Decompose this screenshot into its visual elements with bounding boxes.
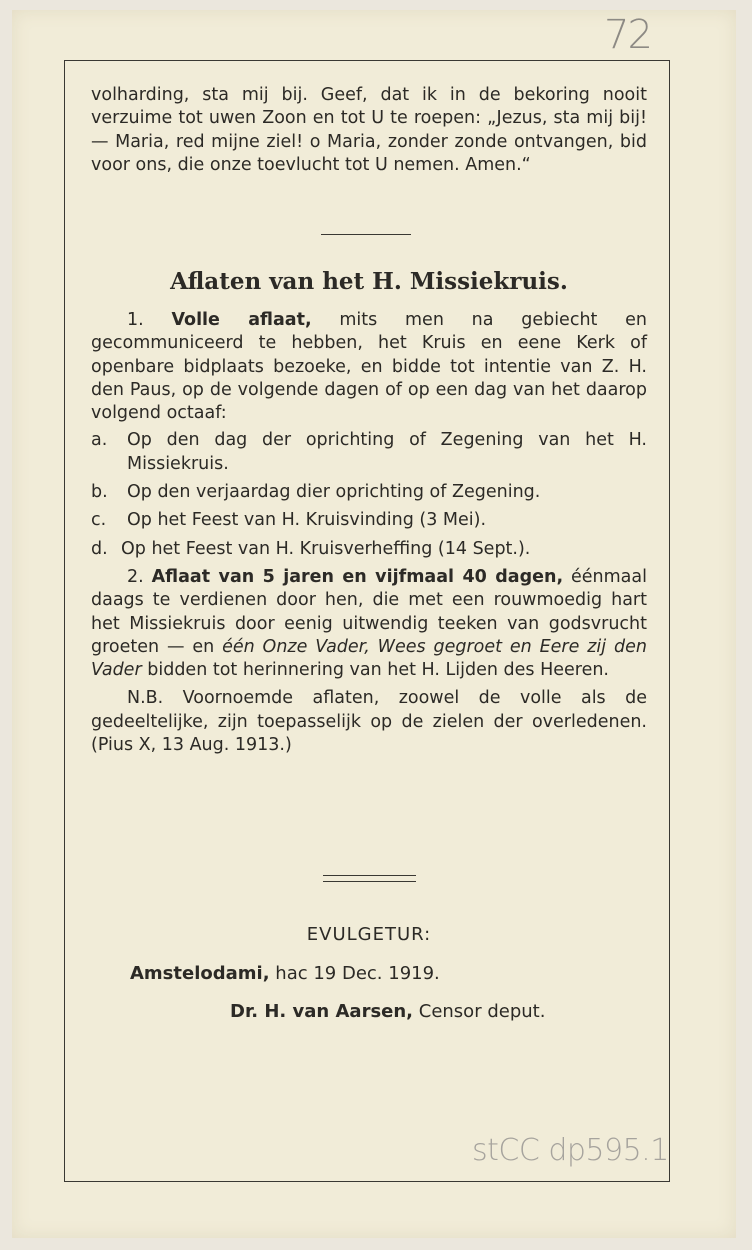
double-divider-bottom xyxy=(323,881,416,882)
censor-role: Censor deput. xyxy=(418,1001,546,1022)
list-item-label: a. xyxy=(91,430,108,451)
list-item-label: d. xyxy=(91,538,108,559)
section-1-paragraph xyxy=(91,309,647,425)
section-2-paragraph xyxy=(91,566,647,682)
section-1-number: 1. xyxy=(127,310,144,330)
section-2-text: éénmaal daags te verdienen door hen, die met een rouwmoedig hart het Missiekruis door eenig uitwendig teeken van godsvrucht groeten — xyxy=(91,566,647,657)
note-paragraph: N.B. Voornoemde aflaten, zoowel de volle als de gedeeltelijke, zijn toepasselijk op de zielen der overledenen. (Pius X, 13 Aug. 1913.) xyxy=(91,688,647,756)
list-item-label: b. xyxy=(91,482,108,503)
section-divider xyxy=(321,234,411,235)
imprimatur-place-date xyxy=(130,963,440,984)
section-1-text: mits men na gebiecht en gecommuniceerd te hebben, het Kruis en eene Kerk of openbare bidplaats bezoeke, en bidde tot intentie van Z. H. den Paus, op de volgende dagen of op een dag van het daarop volgend octaaf: xyxy=(91,310,647,424)
prayer-text: volharding, sta mij bij. Geef, dat ik in de bekoring nooit verzuime tot uwen Zoon en tot U te roepen: „Jezus, sta mij bij! — Maria, red mijne ziel! o Maria, zonder zonde ontvangen, bid voor ons, die onze toevlucht tot U nemen. Amen.“ xyxy=(91,85,647,175)
list-item xyxy=(91,481,647,504)
indulgence-section-1 xyxy=(91,309,647,757)
page-number-annotation: 72 xyxy=(604,12,651,58)
list-item-text: Op den verjaardag dier oprichting of Zegening. xyxy=(127,482,541,503)
section-2-italic: één Onze Vader, Wees gegroet en Eere zij den Vader xyxy=(91,636,647,681)
section-2-bold: Aflaat van 5 jaren en vijfmaal 40 dagen, xyxy=(151,566,564,587)
list-item xyxy=(91,538,647,561)
section-2-text-pre: en xyxy=(192,636,215,657)
censor-signature xyxy=(230,1001,545,1022)
list-item-text: Op den dag der oprichting of Zegening van het H. Missiekruis. xyxy=(127,430,647,474)
censor-name: Dr. H. van Aarsen, xyxy=(230,1001,414,1022)
catalog-reference-annotation: stCC dp595.1 xyxy=(472,1133,669,1168)
section-2-number: 2. xyxy=(127,566,144,587)
approval-date: hac 19 Dec. 1919. xyxy=(275,963,440,984)
prayer-ending xyxy=(91,84,647,177)
imprimatur-title: EVULGETUR: xyxy=(306,924,432,945)
section-1-bold: Volle aflaat, xyxy=(171,310,312,330)
list-item xyxy=(91,509,647,532)
list-item-text: Op het Feest van H. Kruisvinding (3 Mei). xyxy=(127,510,487,531)
list-item xyxy=(91,429,647,476)
place-name: Amstelodami, xyxy=(130,963,270,984)
list-item-text: Op het Feest van H. Kruisverheffing (14 Sept.). xyxy=(121,538,531,559)
double-divider-top xyxy=(323,875,416,876)
list-item-label: c. xyxy=(91,510,107,531)
section-2-text-post: bidden tot herinnering van het H. Lijden des Heeren. xyxy=(147,660,609,681)
page-title: Aflaten van het H. Missiekruis. xyxy=(170,268,568,295)
